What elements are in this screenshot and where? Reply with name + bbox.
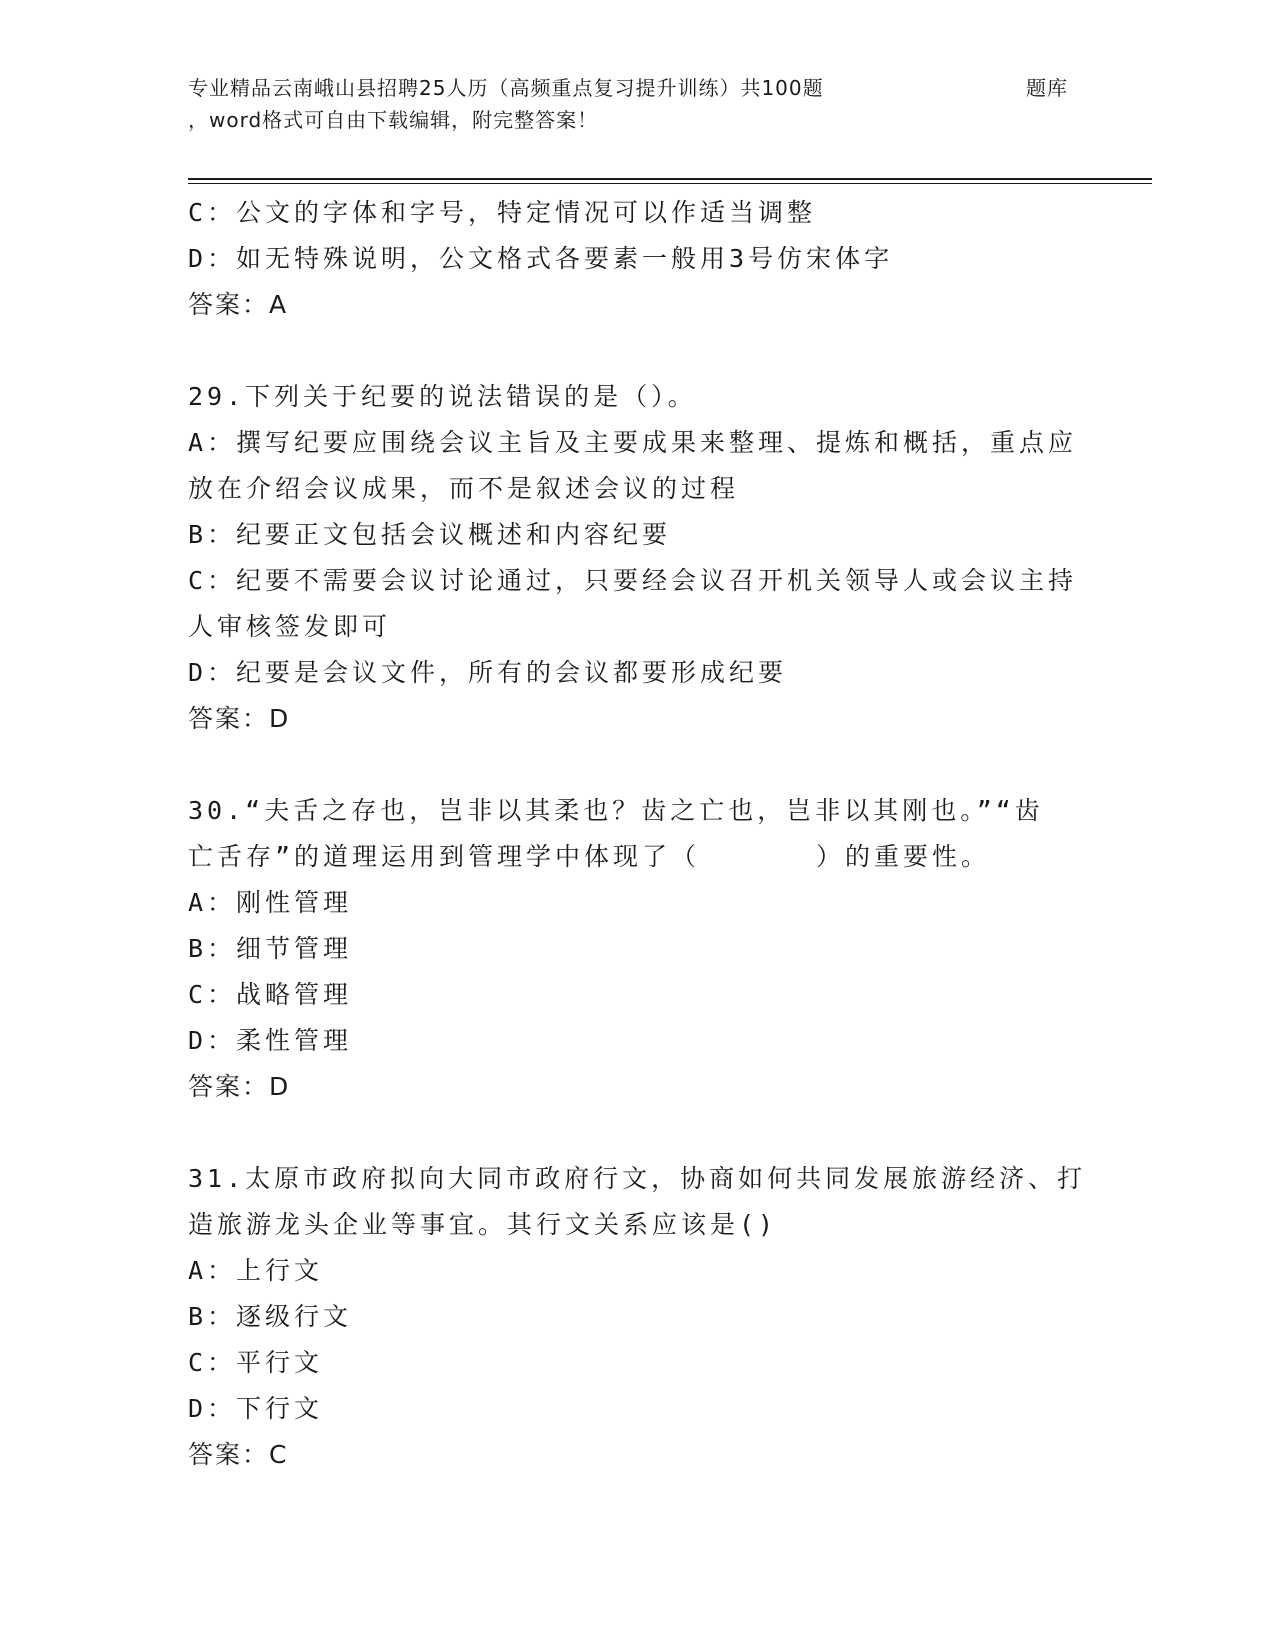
answer-line: 答案：C	[188, 1440, 289, 1469]
spacer	[188, 328, 1088, 374]
question-29	[188, 374, 1088, 742]
option-line: D：柔性管理	[188, 1026, 353, 1055]
answer-line: 答案：A	[188, 290, 289, 319]
question-stem-continued: 造旅游龙头企业等事宜。其行文关系应该是()	[188, 1210, 778, 1239]
option-line-continued: 人审核签发即可	[188, 612, 392, 641]
option-line: B：细节管理	[188, 934, 353, 963]
header-rule-thin	[188, 183, 1152, 184]
page-header	[188, 72, 1068, 136]
option-line: A：撰写纪要应围绕会议主旨及主要成果来整理、提炼和概括，重点应	[188, 428, 1078, 457]
document-body	[188, 190, 1088, 1478]
header-line-1	[188, 72, 1068, 104]
answer-line: 答案：D	[188, 704, 291, 733]
question-stem: 30.“夫舌之存也，岂非以其柔也？齿之亡也，岂非以其刚也。”“齿	[188, 796, 1044, 825]
option-line: B：纪要正文包括会议概述和内容纪要	[188, 520, 672, 549]
question-30	[188, 788, 1088, 1110]
header-title: 专业精品云南峨山县招聘25人历（高频重点复习提升训练）共100题	[188, 76, 824, 100]
option-line: C：公文的字体和字号，特定情况可以作适当调整	[188, 198, 817, 227]
question-continued	[188, 190, 1088, 328]
question-stem: 29.下列关于纪要的说法错误的是（）。	[188, 382, 697, 411]
option-line: D：纪要是会议文件，所有的会议都要形成纪要	[188, 658, 788, 687]
answer-line: 答案：D	[188, 1072, 291, 1101]
option-line: B：逐级行文	[188, 1302, 353, 1331]
spacer	[188, 1110, 1088, 1156]
question-stem: 31.太原市政府拟向大同市政府行文，协商如何共同发展旅游经济、打	[188, 1164, 1087, 1193]
option-line-continued: 放在介绍会议成果，而不是叙述会议的过程	[188, 474, 740, 503]
spacer	[188, 742, 1088, 788]
option-line: C：平行文	[188, 1348, 324, 1377]
option-line: A：刚性管理	[188, 888, 353, 917]
header-rule-thick	[188, 178, 1152, 180]
option-line: C：纪要不需要会议讨论通过，只要经会议召开机关领导人或会议主持	[188, 566, 1078, 595]
question-31	[188, 1156, 1088, 1478]
option-line: D：下行文	[188, 1394, 324, 1423]
header-tag: 题库	[1026, 76, 1068, 100]
header-subtitle: ，word格式可自由下载编辑，附完整答案！	[188, 108, 599, 132]
option-line: A：上行文	[188, 1256, 324, 1285]
option-line: D：如无特殊说明，公文格式各要素一般用3号仿宋体字	[188, 244, 894, 273]
option-line: C：战略管理	[188, 980, 353, 1009]
question-stem-continued: 亡舌存”的道理运用到管理学中体现了（ ）的重要性。	[188, 842, 991, 871]
